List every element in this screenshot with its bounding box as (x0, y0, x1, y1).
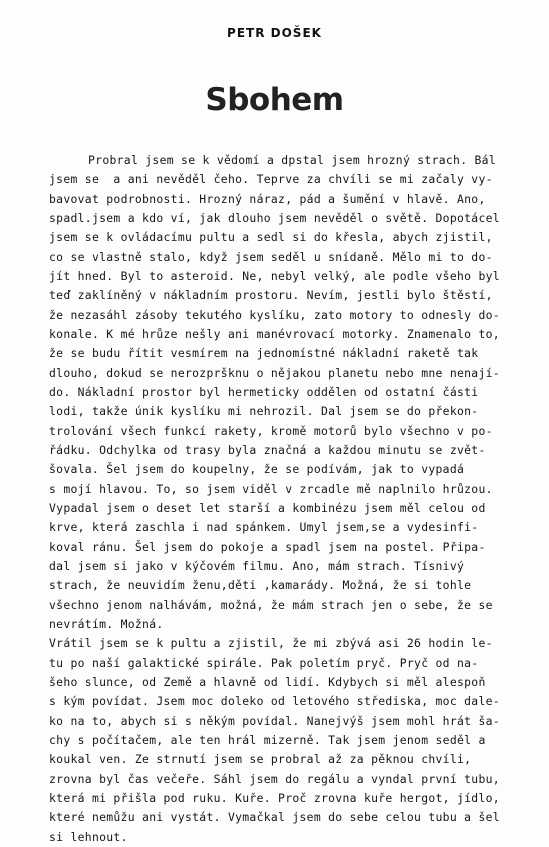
text-line: lodi, takže únik kyslíku mi nehrozil. Dal jsem se do překon- (49, 404, 479, 419)
text-line: koval ránu. Šel jsem do pokoje a spadl jsem na postel. Připa- (49, 539, 486, 554)
text-line: chy s počítačem, ale ten hrál mizerně. Tak jsem jenom seděl a (49, 732, 486, 747)
text-line: jsem se a ani nevěděl čeho. Teprve za chvíli se mi začaly vy- (49, 172, 493, 187)
text-line: bavovat podrobnosti. Hrozný náraz, pád a šumění v hlavě. Ano, (49, 191, 486, 206)
author-name: PETR DOŠEK (227, 26, 322, 40)
story-title: Sbohem (205, 82, 344, 118)
text-line: ko na to, abych si s někým povídal. Nanejvýš jsem mohl hrát ša- (49, 713, 500, 728)
text-line: dlouho, dokud se nerozpršknu o nějakou planetu nebo mne nenají- (49, 365, 500, 380)
text-line: Vrátil jsem se k pultu a zjistil, že mi zbývá asi 26 hodin le- (49, 636, 493, 651)
text-line: šeho slunce, od Země a hlavně od lidí. Kdybych si měl alespoň (49, 674, 486, 689)
text-line: že nezasáhl zásoby tekutého kyslíku, zato motory to odnesly do- (49, 307, 500, 322)
text-line: Vypadal jsem o deset let starší a kombinézu jsem měl celou od (49, 500, 486, 515)
text-line: šovala. Šel jsem do koupelny, že se podívám, jak to vypadá (49, 462, 465, 477)
text-line: teď zaklíněný v nákladním prostoru. Nevím, jestli bylo štěstí, (49, 288, 493, 303)
text-line: do. Nákladní prostor byl hermeticky oddělen od ostatní části (49, 384, 479, 399)
text-line: že se budu řítit vesmírem na jednomístné nákladní raketě tak (49, 346, 479, 361)
text-line: strach, že neuvidím ženu,děti ,kamarády. Možná, že si tohle (49, 578, 472, 593)
text-line: která mi přišla pod ruku. Kuře. Proč zrovna kuře hergot, jídlo, (49, 790, 500, 805)
text-line: tu po naší galaktické spirále. Pak poletím pryč. Pryč od na- (49, 655, 479, 670)
text-line: trolování všech funkcí rakety, kromě motorů bylo všechno v po- (49, 423, 493, 438)
text-line: řádku. Odchylka od trasy byla značná a každou minutu se zvět- (49, 442, 486, 457)
text-line: jsem se k ovládacímu pultu a sedl si do křesla, abych zjistil, (49, 230, 493, 245)
text-line: zrovna byl čas večeře. Sáhl jsem do regálu a vyndal první tubu, (49, 771, 500, 786)
text-line: Probral jsem se k vědomí a dpstal jsem hrozný strach. Bál (88, 153, 496, 167)
text-line: s mojí hlavou. To, so jsem viděl v zrcadle mě naplnilo hrůzou. (49, 481, 493, 496)
text-line: dal jsem si jako v kýčovém filmu. Ano, mám strach. Tísnivý (49, 558, 465, 573)
text-line: krve, která zaschla i nad spánkem. Umyl jsem,se a vydesinfi- (49, 520, 479, 535)
text-line: co se vlastně stalo, když jsem seděl u snídaně. Mělo mi to do- (49, 249, 493, 264)
text-line: všechno jenom nalhávám, možná, že mám strach jen o sebe, že se (49, 597, 493, 612)
text-line: si lehnout. (49, 829, 128, 844)
text-line: koukal ven. Ze strnutí jsem se probral až za pěknou chvíli, (49, 752, 472, 767)
text-line: které nemůžu ani vystát. Vymačkal jsem do sebe celou tubu a šel (49, 810, 500, 825)
text-line: spadl.jsem a kdo ví, jak dlouho jsem nevěděl o světě. Dopotácel (49, 210, 500, 225)
text-line: s kým povídat. Jsem moc doleko od letového střediska, moc dale- (49, 694, 500, 709)
text-line: jít hned. Byl to asteroid. Ne, nebyl velký, ale podle všeho byl (49, 268, 500, 283)
text-line: konale. K mé hrůze nešly ani manévrovací motorky. Znamenalo to, (49, 326, 500, 341)
text-line: nevrátím. Možná. (49, 616, 164, 631)
